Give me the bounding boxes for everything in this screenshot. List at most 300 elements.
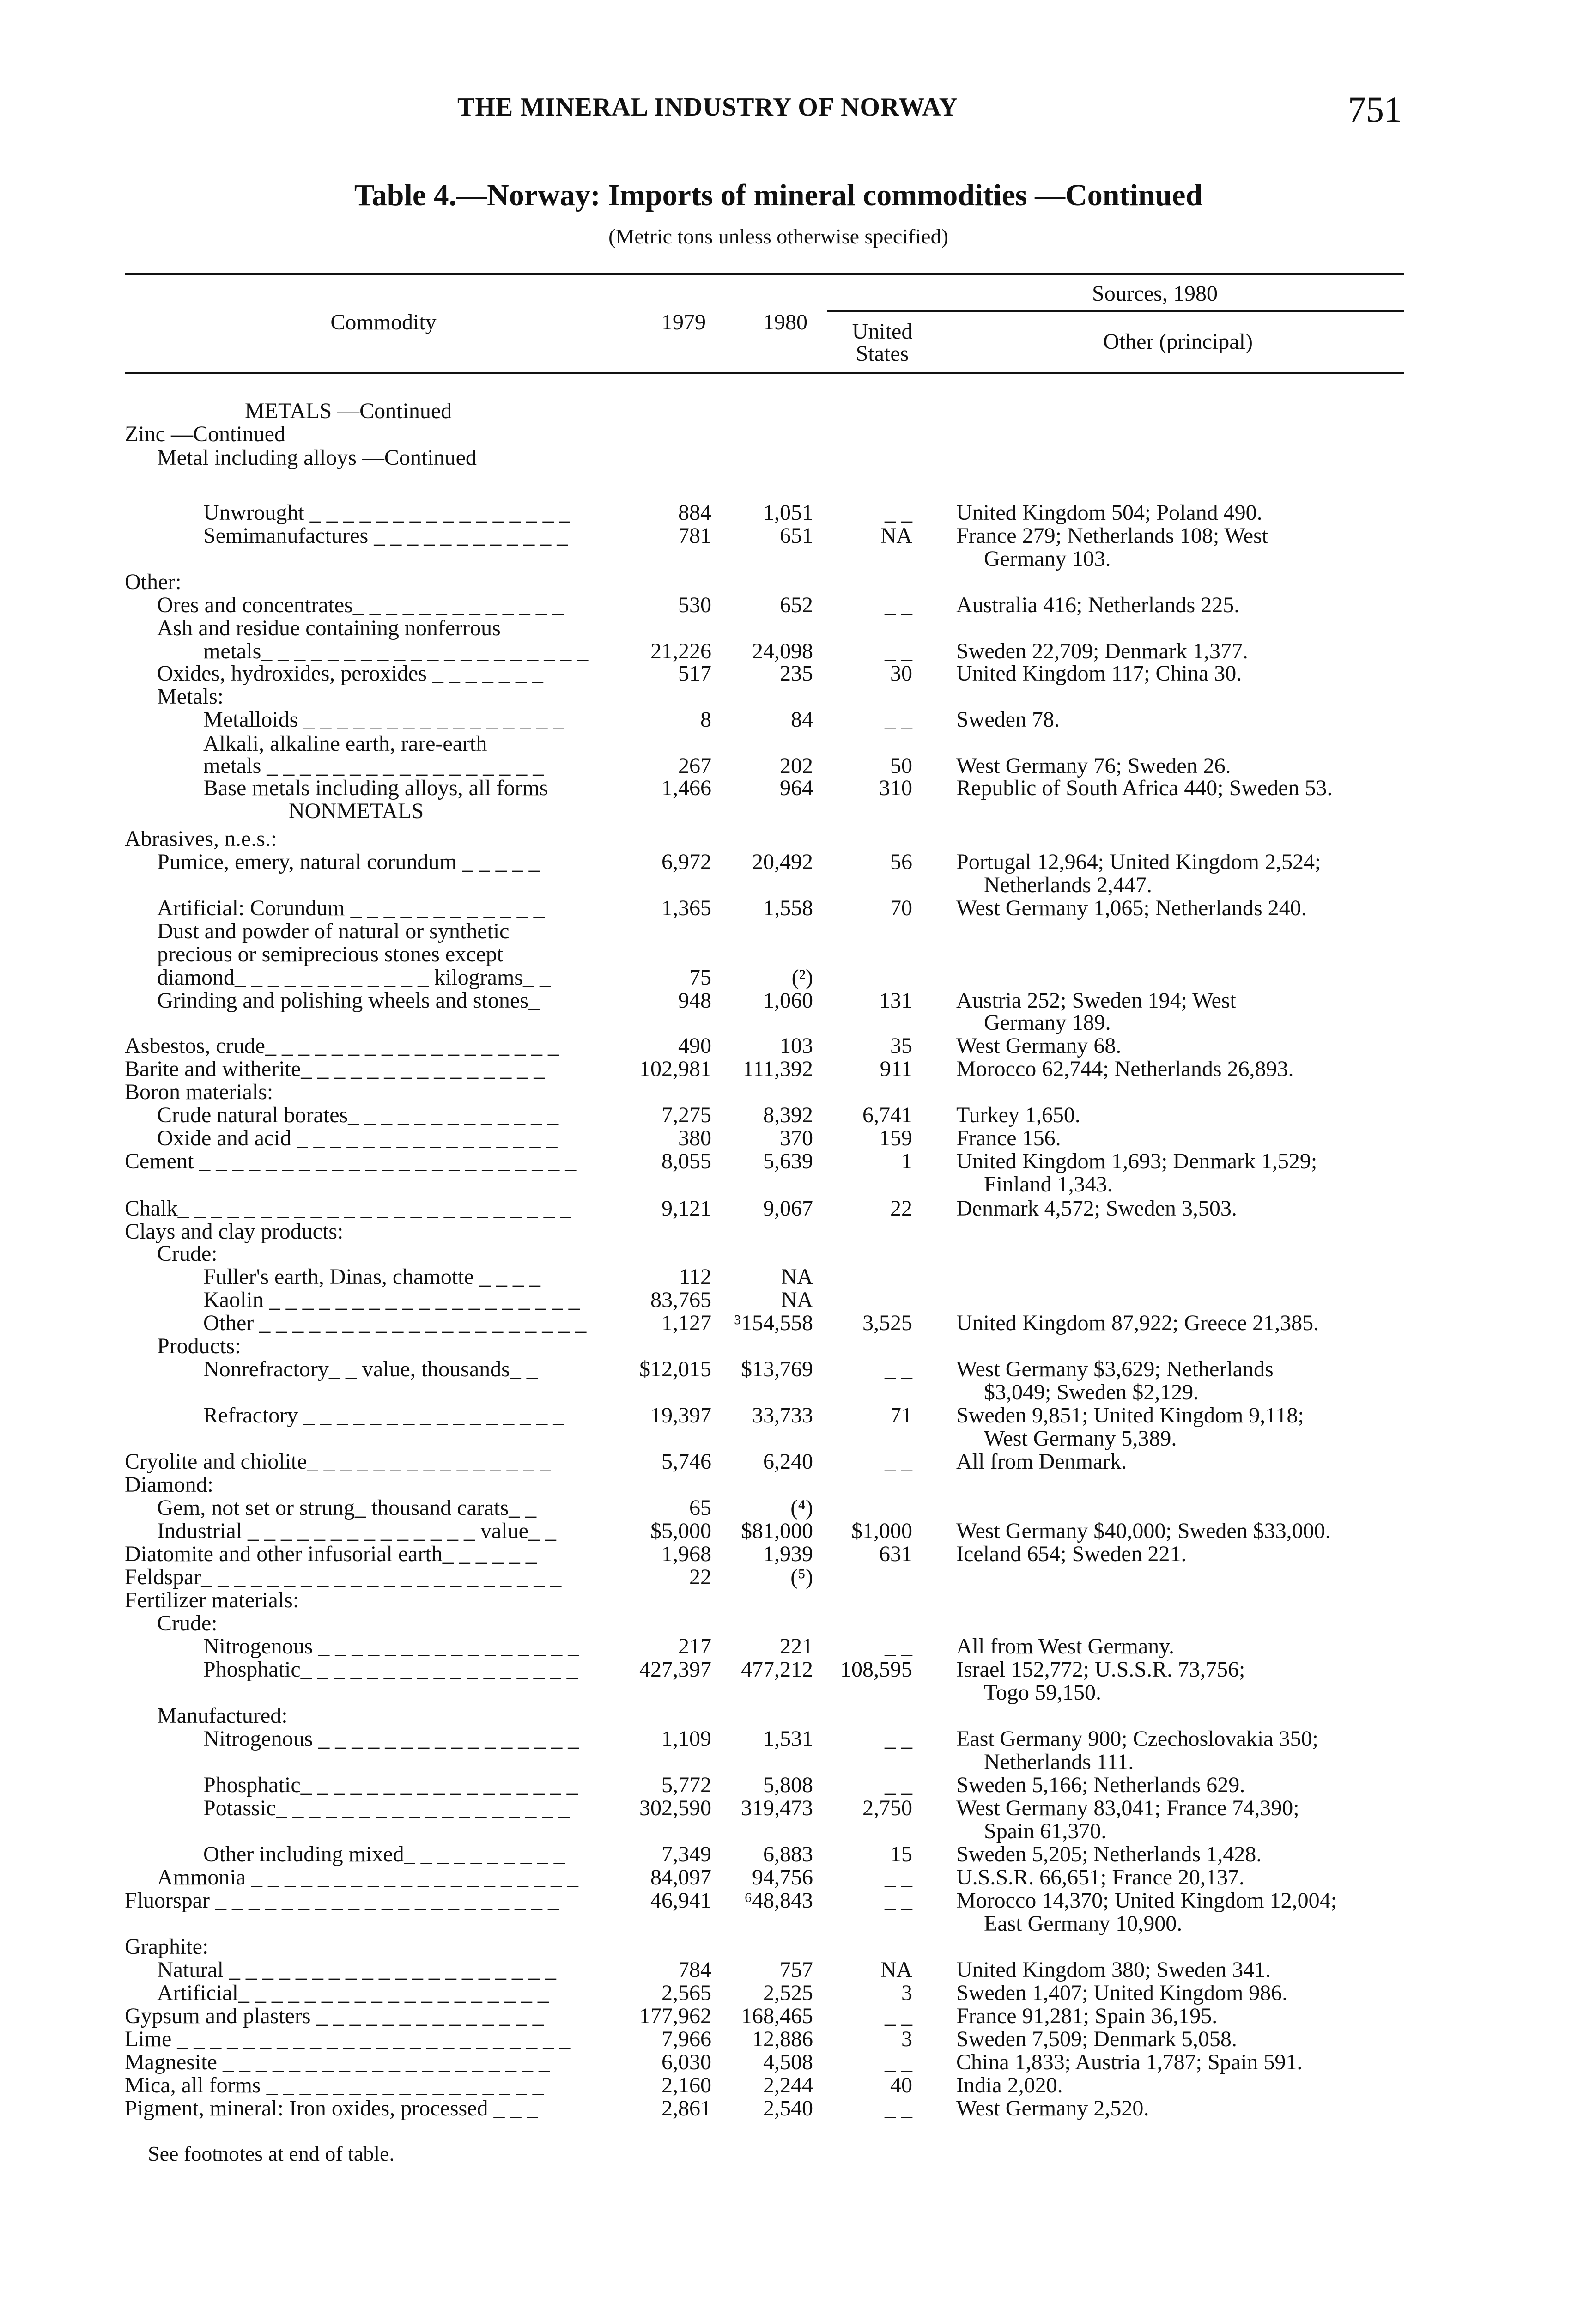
value-other-sources: West Germany 76; Sweden 26. [956,754,1231,778]
value-other-sources: United Kingdom 380; Sweden 341. [956,1957,1271,1982]
table-row [0,640,1596,664]
value-united-states: 3 [901,2027,912,2051]
value-1979: 217 [678,1634,711,1659]
value-other-sources: East Germany 10,900. [984,1911,1183,1936]
table-row [0,1404,1596,1428]
header-top-rule [125,273,1404,275]
value-united-states: 631 [879,1542,912,1566]
value-other-sources: Netherlands 111. [984,1750,1134,1774]
commodity-label: Artificial_ _ _ _ _ _ _ _ _ _ _ _ _ _ _ _ _ _ _ [157,1981,549,2005]
value-1979: 948 [678,988,711,1013]
table-row [0,1473,1596,1497]
value-1979: 112 [679,1264,711,1289]
value-other-sources: India 2,020. [956,2073,1063,2097]
table-row [0,1543,1596,1567]
value-other-sources: United Kingdom 87,922; Greece 21,385. [956,1311,1319,1335]
value-1980: 33,733 [752,1403,813,1428]
table-row [0,1612,1596,1636]
commodity-label: Other _ _ _ _ _ _ _ _ _ _ _ _ _ _ _ _ _ _ _ _ [203,1311,587,1335]
value-1979: 490 [678,1033,711,1058]
commodity-label: Lime _ _ _ _ _ _ _ _ _ _ _ _ _ _ _ _ _ _ _ _ _ _ _ _ [125,2027,571,2051]
table-row [0,1566,1596,1590]
value-1979: 2,160 [661,2073,711,2097]
commodity-label: Graphite: [125,1934,209,1959]
commodity-label: Ores and concentrates_ _ _ _ _ _ _ _ _ _ _ _ _ [157,593,564,617]
value-1979: 530 [678,593,711,617]
value-other-sources: East Germany 900; Czechoslovakia 350; [956,1726,1318,1751]
value-other-sources: West Germany 83,041; France 74,390; [956,1796,1299,1820]
value-1979: 7,275 [661,1103,711,1127]
table-row [0,989,1596,1013]
table-row [0,1727,1596,1751]
value-other-sources: Sweden 22,709; Denmark 1,377. [956,639,1248,663]
value-1980: 319,473 [741,1796,813,1820]
table-row [0,594,1596,618]
table-row [0,1197,1596,1221]
value-1980: 111,392 [742,1057,813,1081]
value-other-sources: China 1,833; Austria 1,787; Spain 591. [956,2050,1303,2074]
table-row [0,1427,1596,1451]
footnote: See footnotes at end of table. [148,2142,394,2165]
value-1979: 83,765 [650,1288,711,1312]
value-united-states: 131 [879,988,912,1013]
value-other-sources: West Germany 68. [956,1033,1122,1058]
value-united-states: 22 [890,1196,912,1221]
value-other-sources: Portugal 12,964; United Kingdom 2,524; [956,850,1321,874]
value-1980: 5,808 [763,1773,813,1797]
value-united-states: _ _ [885,1726,912,1751]
value-united-states: 30 [890,661,912,686]
table-row [0,2097,1596,2121]
value-other-sources: Netherlands 2,447. [984,873,1152,897]
table-row [0,662,1596,686]
commodity-label: Phosphatic_ _ _ _ _ _ _ _ _ _ _ _ _ _ _ _ _ [203,1657,578,1682]
value-other-sources: Sweden 5,205; Netherlands 1,428. [956,1842,1262,1866]
commodity-label: diamond_ _ _ _ _ _ _ _ _ _ _ _ kilograms_ _ [157,965,551,990]
table-row [0,547,1596,571]
value-1979: 1,109 [661,1726,711,1751]
commodity-label: Feldspar_ _ _ _ _ _ _ _ _ _ _ _ _ _ _ _ _ _ _ _ _ _ [125,1565,562,1589]
commodity-label: Artificial: Corundum _ _ _ _ _ _ _ _ _ _ _ _ [157,896,545,920]
table-subtitle: (Metric tons unless otherwise specified) [608,225,948,248]
value-other-sources: Sweden 5,166; Netherlands 629. [956,1773,1245,1797]
table-row [0,1127,1596,1151]
table-row [0,1381,1596,1405]
value-united-states: _ _ [885,639,912,663]
table-row [0,1242,1596,1266]
value-1979: 784 [678,1957,711,1982]
value-other-sources: Morocco 14,370; United Kingdom 12,004; [956,1888,1337,1913]
table-row [0,1034,1596,1058]
commodity-label: Ash and residue containing nonferrous [157,616,501,640]
value-other-sources: Austria 252; Sweden 194; West [956,988,1236,1013]
table-row [0,2074,1596,2098]
value-other-sources: Germany 189. [984,1010,1111,1035]
value-united-states: 310 [879,776,912,800]
value-1979: 75 [689,965,711,990]
value-1980: 94,756 [752,1865,813,1890]
commodity-label: Boron materials: [125,1080,273,1104]
table-row [0,1912,1596,1936]
table-row [0,1173,1596,1197]
table-row [0,732,1596,756]
value-united-states: _ _ [885,1449,912,1474]
commodity-label: Gypsum and plasters _ _ _ _ _ _ _ _ _ _ _ _ _ _ [125,2004,544,2028]
commodity-label: Crude natural borates_ _ _ _ _ _ _ _ _ _ _ _ _ [157,1103,559,1127]
value-1979: 427,397 [639,1657,711,1682]
value-1980: ³154,558 [734,1311,813,1335]
value-1979: 884 [678,500,711,525]
commodity-label: Alkali, alkaline earth, rare-earth [203,731,487,756]
commodity-label: Fertilizer materials: [125,1588,299,1612]
table-row [0,2005,1596,2029]
value-1980: NA [781,1264,813,1289]
value-other-sources: Togo 59,150. [984,1680,1101,1705]
value-other-sources: Sweden 7,509; Denmark 5,058. [956,2027,1237,2051]
value-1980: 651 [780,523,813,548]
value-1980: 202 [780,754,813,778]
commodity-label: Nonrefractory_ _ value, thousands_ _ [203,1357,538,1381]
value-1980: $81,000 [741,1519,813,1543]
table-row [0,1081,1596,1105]
commodity-label: Other including mixed_ _ _ _ _ _ _ _ _ _ [203,1842,565,1866]
table-row [0,1797,1596,1821]
header-united-states-line1: United [852,319,913,344]
table-row [0,897,1596,921]
commodity-label: Other: [125,570,182,594]
table-row [0,966,1596,990]
value-1980: 652 [780,593,813,617]
commodity-label: Barite and witherite_ _ _ _ _ _ _ _ _ _ _ _ _ _ _ [125,1057,545,1081]
value-1980: 24,098 [752,639,813,663]
value-1979: 8 [700,707,711,732]
commodity-label: precious or semiprecious stones except [157,942,504,967]
value-other-sources: Iceland 654; Sweden 221. [956,1542,1187,1566]
commodity-label: Cement _ _ _ _ _ _ _ _ _ _ _ _ _ _ _ _ _ _ _ _ _ _ _ [125,1149,577,1173]
commodity-label: Magnesite _ _ _ _ _ _ _ _ _ _ _ _ _ _ _ _ _ _ _ _ [125,2050,550,2074]
value-other-sources: West Germany 1,065; Netherlands 240. [956,896,1307,920]
value-united-states: _ _ [885,2096,912,2121]
table-row [0,1774,1596,1798]
value-other-sources: Finland 1,343. [984,1172,1113,1197]
value-1980: 6,883 [763,1842,813,1866]
value-1980: (²) [791,965,813,990]
value-1979: 19,397 [650,1403,711,1428]
value-united-states: 3 [901,1981,912,2005]
commodity-label: Nitrogenous _ _ _ _ _ _ _ _ _ _ _ _ _ _ _ _ [203,1726,579,1751]
table-row [0,2051,1596,2075]
value-1979: 6,030 [661,2050,711,2074]
table-row [0,617,1596,641]
commodity-label: Metal including alloys —Continued [157,445,477,470]
commodity-label: Phosphatic_ _ _ _ _ _ _ _ _ _ _ _ _ _ _ _ _ [203,1773,578,1797]
value-other-sources: West Germany 5,389. [984,1426,1177,1451]
value-other-sources: Sweden 78. [956,707,1060,732]
commodity-label: Industrial _ _ _ _ _ _ _ _ _ _ _ _ _ _ value_ _ [157,1519,556,1543]
table-row [0,1150,1596,1174]
value-other-sources: France 91,281; Spain 36,195. [956,2004,1218,2028]
commodity-label: Metals: [157,684,224,709]
value-united-states: 70 [890,896,912,920]
value-1980: 235 [780,661,813,686]
table-row [0,501,1596,525]
value-united-states: 56 [890,850,912,874]
value-1979: 380 [678,1126,711,1150]
table-row [0,1843,1596,1867]
table-row [0,1358,1596,1382]
header-bottom-rule [125,372,1404,374]
table-title: Table 4.—Norway: Imports of mineral commodities —Continued [354,178,1203,212]
value-1979: 21,226 [650,639,711,663]
commodity-label: Base metals including alloys, all forms [203,776,548,800]
value-1980: 2,525 [763,1981,813,2005]
value-1980: (⁵) [790,1565,813,1589]
value-1979: 2,565 [661,1981,711,2005]
value-1980: 370 [780,1126,813,1150]
commodity-label: metals _ _ _ _ _ _ _ _ _ _ _ _ _ _ _ _ _ [203,754,544,778]
value-1980: 477,212 [741,1657,813,1682]
value-other-sources: Spain 61,370. [984,1819,1107,1843]
table-row [0,1312,1596,1336]
sources-rule [827,310,1404,312]
value-1979: 302,590 [639,1796,711,1820]
table-row [0,1450,1596,1474]
value-1980: 1,558 [763,896,813,920]
value-other-sources: $3,049; Sweden $2,129. [984,1380,1199,1404]
commodity-label: Oxide and acid _ _ _ _ _ _ _ _ _ _ _ _ _ _ _ _ [157,1126,558,1150]
value-1979: 102,981 [639,1057,711,1081]
value-united-states: NA [880,523,912,548]
table-row [0,851,1596,875]
commodity-label: NONMETALS [289,799,424,823]
value-united-states: $1,000 [851,1519,912,1543]
table-row [0,1220,1596,1244]
value-1979: 9,121 [661,1196,711,1221]
commodity-label: Chalk_ _ _ _ _ _ _ _ _ _ _ _ _ _ _ _ _ _ _ _ _ _ _ _ [125,1196,571,1221]
value-1979: 8,055 [661,1149,711,1173]
value-united-states: _ _ [885,2004,912,2028]
table-row [0,1935,1596,1959]
value-1979: 177,962 [639,2004,711,2028]
commodity-label: Mica, all forms _ _ _ _ _ _ _ _ _ _ _ _ _ _ _ _ _ [125,2073,544,2097]
commodity-label: Manufactured: [157,1703,288,1728]
commodity-label: Refractory _ _ _ _ _ _ _ _ _ _ _ _ _ _ _ _ [203,1403,564,1428]
table-row [0,1335,1596,1359]
value-other-sources: U.S.S.R. 66,651; France 20,137. [956,1865,1244,1890]
table-row [0,685,1596,709]
value-1979: 65 [689,1495,711,1520]
value-1980: ⁶48,843 [744,1888,813,1913]
table-row [0,1058,1596,1082]
value-1979: 781 [678,523,711,548]
value-united-states: 15 [890,1842,912,1866]
value-1979: 7,349 [661,1842,711,1866]
table-row [0,1681,1596,1705]
header-united-states-line2: States [856,341,909,366]
value-other-sources: All from West Germany. [956,1634,1175,1659]
value-1979: $5,000 [650,1519,711,1543]
value-1979: 1,968 [661,1542,711,1566]
value-other-sources: Turkey 1,650. [956,1103,1080,1127]
table-row [0,1635,1596,1659]
table-row [0,1104,1596,1128]
value-1980: 20,492 [752,850,813,874]
commodity-label: Crude: [157,1611,218,1635]
value-united-states: 159 [879,1126,912,1150]
table-row [0,1889,1596,1913]
value-united-states: _ _ [885,1357,912,1381]
value-1980: 2,540 [763,2096,813,2121]
table-row [0,1658,1596,1682]
table-row [0,423,1596,447]
table-row [0,1958,1596,1982]
commodity-label: metals_ _ _ _ _ _ _ _ _ _ _ _ _ _ _ _ _ _ _ _ [203,639,589,663]
value-1980: 4,508 [763,2050,813,2074]
table-row [0,1866,1596,1890]
value-1980: 1,051 [763,500,813,525]
table-row [0,571,1596,595]
commodity-label: Crude: [157,1241,218,1266]
value-1979: 1,365 [661,896,711,920]
commodity-label: Diatomite and other infusorial earth_ _ _ _ _ _ [125,1542,537,1566]
value-1979: 5,772 [661,1773,711,1797]
value-1980: 8,392 [763,1103,813,1127]
value-united-states: 2,750 [862,1796,912,1820]
commodity-label: Kaolin _ _ _ _ _ _ _ _ _ _ _ _ _ _ _ _ _ _ _ [203,1288,580,1312]
value-united-states: _ _ [885,593,912,617]
value-united-states: 71 [890,1403,912,1428]
commodity-label: Natural _ _ _ _ _ _ _ _ _ _ _ _ _ _ _ _ _ _ _ _ [157,1957,556,1982]
table-row [0,1496,1596,1520]
commodity-label: Pigment, mineral: Iron oxides, processed _ _ _ [125,2096,538,2121]
commodity-label: Fuller's earth, Dinas, chamotte _ _ _ _ [203,1264,540,1289]
value-1980: 6,240 [763,1449,813,1474]
value-other-sources: Germany 103. [984,547,1111,571]
value-united-states: 1 [901,1149,912,1173]
commodity-label: Semimanufactures _ _ _ _ _ _ _ _ _ _ _ _ [203,523,568,548]
table-row [0,920,1596,944]
table-row [0,874,1596,898]
commodity-label: Cryolite and chiolite_ _ _ _ _ _ _ _ _ _ _ _ _ _ _ [125,1449,551,1474]
value-1980: NA [781,1288,813,1312]
value-1980: $13,769 [741,1357,813,1381]
header-1979: 1979 [661,310,706,334]
table-row [0,754,1596,778]
table-row [0,777,1596,801]
header-1980: 1980 [763,310,807,334]
value-other-sources: Republic of South Africa 440; Sweden 53. [956,776,1333,800]
commodity-label: Diamond: [125,1472,213,1497]
commodity-label: Asbestos, crude_ _ _ _ _ _ _ _ _ _ _ _ _ _ _ _ _ _ [125,1033,559,1058]
page-number: 751 [1348,89,1402,129]
value-united-states: 911 [880,1057,912,1081]
commodity-label: Potassic_ _ _ _ _ _ _ _ _ _ _ _ _ _ _ _ _ _ [203,1796,570,1820]
value-1980: 964 [780,776,813,800]
commodity-label: Fluorspar _ _ _ _ _ _ _ _ _ _ _ _ _ _ _ _ _ _ _ _ _ [125,1888,559,1913]
value-other-sources: West Germany 2,520. [956,2096,1149,2121]
value-united-states: _ _ [885,1865,912,1890]
commodity-label: Zinc —Continued [125,422,285,446]
value-1979: $12,015 [639,1357,711,1381]
commodity-label: Nitrogenous _ _ _ _ _ _ _ _ _ _ _ _ _ _ _ _ [203,1634,579,1659]
value-other-sources: Sweden 9,851; United Kingdom 9,118; [956,1403,1304,1428]
value-1979: 84,097 [650,1865,711,1890]
value-1980: 9,067 [763,1196,813,1221]
commodity-label: Ammonia _ _ _ _ _ _ _ _ _ _ _ _ _ _ _ _ _ _ _ _ [157,1865,578,1890]
value-1979: 22 [689,1565,711,1589]
header-commodity: Commodity [330,310,437,334]
value-1980: 168,465 [741,2004,813,2028]
value-united-states: _ _ [885,1634,912,1659]
value-other-sources: Australia 416; Netherlands 225. [956,593,1240,617]
table-row [0,1704,1596,1728]
commodity-label: Gem, not set or strung_ thousand carats_ _ [157,1495,537,1520]
value-other-sources: Morocco 62,744; Netherlands 26,893. [956,1057,1294,1081]
value-1979: 6,972 [661,850,711,874]
table-row [0,800,1596,824]
commodity-label: Products: [157,1334,241,1358]
value-1980: 12,886 [752,2027,813,2051]
commodity-label: Dust and powder of natural or synthetic [157,919,510,943]
commodity-label: Unwrought _ _ _ _ _ _ _ _ _ _ _ _ _ _ _ _ [203,500,570,525]
value-other-sources: Denmark 4,572; Sweden 3,503. [956,1196,1237,1221]
value-1979: 267 [678,754,711,778]
commodity-label: Metalloids _ _ _ _ _ _ _ _ _ _ _ _ _ _ _ _ [203,707,564,732]
commodity-label: Oxides, hydroxides, peroxides _ _ _ _ _ _ _ [157,661,543,686]
commodity-label: Abrasives, n.e.s.: [125,827,277,851]
value-united-states: 6,741 [862,1103,912,1127]
value-united-states: 108,595 [840,1657,912,1682]
value-united-states: _ _ [885,1888,912,1913]
value-1980: (⁴) [790,1495,813,1520]
value-1979: 7,966 [661,2027,711,2051]
table-row [0,1982,1596,2006]
value-1980: 2,244 [763,2073,813,2097]
table-row [0,2028,1596,2052]
table-row [0,1520,1596,1544]
value-1979: 1,127 [661,1311,711,1335]
value-1979: 1,466 [661,776,711,800]
value-united-states: 3,525 [862,1311,912,1335]
table-row [0,446,1596,470]
value-united-states: 40 [890,2073,912,2097]
table-row [0,1820,1596,1844]
value-united-states: 35 [890,1033,912,1058]
value-other-sources: West Germany $3,629; Netherlands [956,1357,1274,1381]
value-1980: 5,639 [763,1149,813,1173]
value-united-states: NA [880,1957,912,1982]
table-row [0,1589,1596,1613]
value-1979: 5,746 [661,1449,711,1474]
commodity-label: Pumice, emery, natural corundum _ _ _ _ _ [157,850,540,874]
table-row [0,943,1596,967]
value-other-sources: United Kingdom 504; Poland 490. [956,500,1262,525]
value-1979: 2,861 [661,2096,711,2121]
value-other-sources: France 156. [956,1126,1061,1150]
value-1980: 1,060 [763,988,813,1013]
value-other-sources: France 279; Netherlands 108; West [956,523,1268,548]
value-other-sources: Sweden 1,407; United Kingdom 986. [956,1981,1288,2005]
value-other-sources: West Germany $40,000; Sweden $33,000. [956,1519,1331,1543]
commodity-label: Clays and clay products: [125,1219,344,1244]
value-united-states: _ _ [885,707,912,732]
value-1980: 103 [780,1033,813,1058]
value-other-sources: United Kingdom 117; China 30. [956,661,1242,686]
value-1980: 1,531 [763,1726,813,1751]
table-row [0,827,1596,851]
table-row [0,708,1596,732]
value-other-sources: Israel 152,772; U.S.S.R. 73,756; [956,1657,1245,1682]
